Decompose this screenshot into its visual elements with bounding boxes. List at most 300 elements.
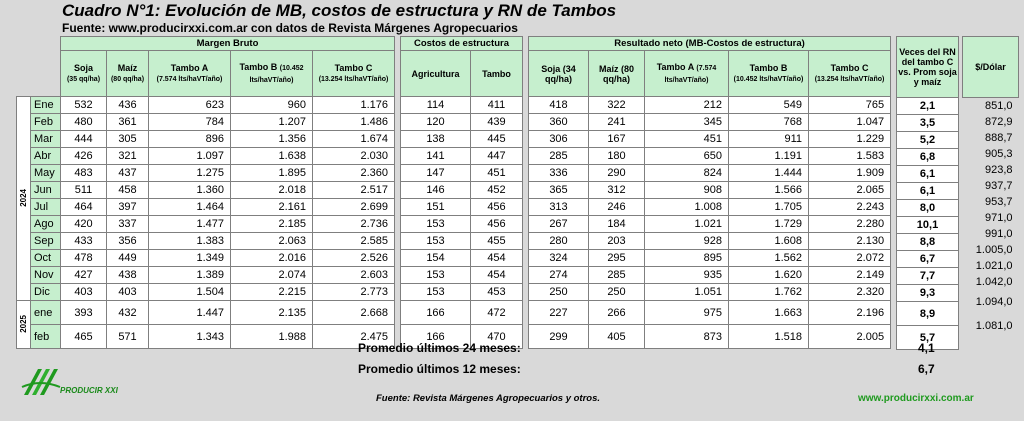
- dolar-cell: 923,8: [963, 162, 1019, 178]
- table-row: [401, 284, 523, 301]
- mb-cell: 1.097: [149, 148, 231, 165]
- dolar-cell: 1.021,0: [963, 258, 1019, 274]
- ce-cell: 153: [401, 267, 471, 284]
- avg-24-label: Promedio últimos 24 meses:: [358, 341, 521, 355]
- rn-cell: 345: [645, 114, 729, 131]
- table-row: [897, 183, 959, 200]
- table-row: [963, 114, 1019, 130]
- rn-cell: 1.705: [729, 199, 809, 216]
- mb-cell: 1.477: [149, 216, 231, 233]
- ce-cell: 120: [401, 114, 471, 131]
- mb-cell: 321: [107, 148, 149, 165]
- ce-cell: 454: [471, 250, 523, 267]
- mb-cell: 427: [61, 267, 107, 284]
- table-row: [963, 146, 1019, 162]
- table-row: [897, 302, 959, 326]
- ce-cell: 445: [471, 131, 523, 148]
- mb-cell: 437: [107, 165, 149, 182]
- year-2025-text: 2025: [19, 314, 28, 333]
- veces-cell: 9,3: [897, 285, 959, 302]
- mb-cell: 1.275: [149, 165, 231, 182]
- mb-cell: 2.526: [313, 250, 395, 267]
- table-row: [17, 325, 395, 349]
- col-rn-tambo-b: Tambo B (10.452 lts/haVT/año): [729, 51, 809, 97]
- mb-cell: 1.349: [149, 250, 231, 267]
- rn-cell: 266: [589, 301, 645, 325]
- veces-cell: 6,1: [897, 166, 959, 183]
- ce-cell: 454: [471, 267, 523, 284]
- col-mb-soja: Soja (35 qq/ha): [61, 51, 107, 97]
- table-row: [401, 131, 523, 148]
- col-rn-soja: Soja (34 qq/ha): [529, 51, 589, 97]
- ce-cell: 153: [401, 233, 471, 250]
- mb-cell: 2.668: [313, 301, 395, 325]
- rn-cell: 1.583: [809, 148, 891, 165]
- dolar-cell: 1.081,0: [963, 314, 1019, 338]
- rn-cell: 1.021: [645, 216, 729, 233]
- mb-cell: 2.161: [231, 199, 313, 216]
- table-row: [17, 182, 395, 199]
- costos-header: Costos de estructura: [401, 37, 523, 51]
- dolar-cell: 971,0: [963, 210, 1019, 226]
- table-row: [17, 216, 395, 233]
- ce-cell: 411: [471, 97, 523, 114]
- month-label: Ene: [31, 97, 61, 114]
- table-row: [17, 97, 395, 114]
- mb-cell: 1.356: [231, 131, 313, 148]
- rn-cell: 2.243: [809, 199, 891, 216]
- rn-cell: 336: [529, 165, 589, 182]
- mb-cell: 2.585: [313, 233, 395, 250]
- mb-cell: 480: [61, 114, 107, 131]
- mb-cell: 420: [61, 216, 107, 233]
- ce-cell: 452: [471, 182, 523, 199]
- rn-cell: 1.729: [729, 216, 809, 233]
- mb-cell: 2.016: [231, 250, 313, 267]
- dolar-cell: 991,0: [963, 226, 1019, 242]
- table-row: [963, 242, 1019, 258]
- table-row: [529, 301, 891, 325]
- col-mb-tambo-c: Tambo C (13.254 lts/haVT/año): [313, 51, 395, 97]
- table-row: [897, 149, 959, 166]
- table-row: [963, 274, 1019, 290]
- table-row: [401, 148, 523, 165]
- ce-cell: 472: [471, 301, 523, 325]
- table-row: [529, 97, 891, 114]
- rn-cell: 1.566: [729, 182, 809, 199]
- dolar-cell: 937,7: [963, 178, 1019, 194]
- ce-cell: 138: [401, 131, 471, 148]
- rn-cell: 246: [589, 199, 645, 216]
- ce-cell: 447: [471, 148, 523, 165]
- month-label: Oct: [31, 250, 61, 267]
- year-2024-text: 2024: [19, 188, 28, 207]
- month-label: Dic: [31, 284, 61, 301]
- dolar-cell: 1.094,0: [963, 290, 1019, 314]
- dolar-cell: 1.005,0: [963, 242, 1019, 258]
- rn-cell: 2.320: [809, 284, 891, 301]
- table-row: [897, 200, 959, 217]
- month-label: Sep: [31, 233, 61, 250]
- veces-table: [896, 36, 959, 350]
- mb-cell: 458: [107, 182, 149, 199]
- producir-xxi-logo: [20, 365, 62, 404]
- col-veces: Veces del RN del tambo C vs. Prom soja y maíz: [897, 37, 959, 98]
- month-label: Nov: [31, 267, 61, 284]
- rn-cell: 167: [589, 131, 645, 148]
- mb-cell: 337: [107, 216, 149, 233]
- rn-cell: 180: [589, 148, 645, 165]
- mb-cell: 2.018: [231, 182, 313, 199]
- mb-cell: 1.383: [149, 233, 231, 250]
- rn-cell: 1.663: [729, 301, 809, 325]
- table-row: [401, 97, 523, 114]
- rn-cell: 451: [645, 131, 729, 148]
- table-row: [529, 233, 891, 250]
- veces-cell: 5,2: [897, 132, 959, 149]
- rn-cell: 1.562: [729, 250, 809, 267]
- veces-cell: 2,1: [897, 98, 959, 115]
- mb-cell: 1.447: [149, 301, 231, 325]
- col-rn-tambo-a: Tambo A (7.574 lts/haVT/año): [645, 51, 729, 97]
- dolar-table: [962, 36, 1019, 338]
- dolar-cell: 953,7: [963, 194, 1019, 210]
- table-row: [963, 178, 1019, 194]
- table-row: [17, 250, 395, 267]
- veces-cell: 6,8: [897, 149, 959, 166]
- rn-cell: 768: [729, 114, 809, 131]
- mb-cell: 2.736: [313, 216, 395, 233]
- table-row: [17, 301, 395, 325]
- footer-source: Fuente: Revista Márgenes Agropecuarios y otros.: [376, 393, 601, 404]
- mb-cell: 305: [107, 131, 149, 148]
- rn-cell: 2.149: [809, 267, 891, 284]
- rn-cell: 2.280: [809, 216, 891, 233]
- col-rn-maiz: Maíz (80 qq/ha): [589, 51, 645, 97]
- mb-cell: 438: [107, 267, 149, 284]
- table-row: [897, 115, 959, 132]
- rn-cell: 1.051: [645, 284, 729, 301]
- month-label: Ago: [31, 216, 61, 233]
- rn-cell: 418: [529, 97, 589, 114]
- table-row: [401, 182, 523, 199]
- table-row: [17, 267, 395, 284]
- ce-cell: 166: [401, 325, 471, 349]
- table-row: [17, 199, 395, 216]
- month-label: Mar: [31, 131, 61, 148]
- rn-cell: 1.191: [729, 148, 809, 165]
- rn-cell: 280: [529, 233, 589, 250]
- dolar-cell: 888,7: [963, 130, 1019, 146]
- col-rn-tambo-c: Tambo C (13.254 lts/haVT/año): [809, 51, 891, 97]
- rn-cell: 911: [729, 131, 809, 148]
- month-label: Jul: [31, 199, 61, 216]
- veces-cell: 7,7: [897, 268, 959, 285]
- rn-cell: 935: [645, 267, 729, 284]
- table-row: [529, 284, 891, 301]
- veces-cell: 8,0: [897, 200, 959, 217]
- mb-cell: 1.360: [149, 182, 231, 199]
- veces-cell: 10,1: [897, 217, 959, 234]
- rn-cell: 549: [729, 97, 809, 114]
- mb-cell: 1.343: [149, 325, 231, 349]
- dolar-cell: 905,3: [963, 146, 1019, 162]
- col-mb-maiz: Maíz (80 qq/ha): [107, 51, 149, 97]
- veces-cell: 8,9: [897, 302, 959, 326]
- avg-veces: 4,1: [918, 341, 935, 355]
- table-row: [897, 251, 959, 268]
- costos-table: [400, 36, 523, 349]
- mb-cell: 2.603: [313, 267, 395, 284]
- table-row: [17, 114, 395, 131]
- ce-cell: 146: [401, 182, 471, 199]
- rn-cell: 312: [589, 182, 645, 199]
- table-row: [963, 210, 1019, 226]
- table-row: [401, 199, 523, 216]
- ce-cell: 114: [401, 97, 471, 114]
- mb-cell: 397: [107, 199, 149, 216]
- mb-cell: 2.215: [231, 284, 313, 301]
- table-row: [529, 325, 891, 349]
- rn-cell: 212: [645, 97, 729, 114]
- rn-cell: 873: [645, 325, 729, 349]
- producir-xxi-logo-icon: [20, 365, 62, 399]
- col-ce-tambo: Tambo: [471, 51, 523, 97]
- rn-cell: 1.444: [729, 165, 809, 182]
- rn-cell: 2.196: [809, 301, 891, 325]
- table-row: [401, 165, 523, 182]
- rn-cell: 227: [529, 301, 589, 325]
- mb-cell: 1.464: [149, 199, 231, 216]
- mb-cell: 2.185: [231, 216, 313, 233]
- table-row: [963, 290, 1019, 314]
- table-row: [17, 131, 395, 148]
- table-row: [17, 284, 395, 301]
- mb-cell: 436: [107, 97, 149, 114]
- mb-cell: 426: [61, 148, 107, 165]
- mb-cell: 465: [61, 325, 107, 349]
- mb-cell: 464: [61, 199, 107, 216]
- mb-cell: 483: [61, 165, 107, 182]
- mb-cell: 532: [61, 97, 107, 114]
- rn-cell: 1.008: [645, 199, 729, 216]
- mb-cell: 2.360: [313, 165, 395, 182]
- avg-12-label: Promedio últimos 12 meses:: [358, 362, 521, 376]
- rn-cell: 1.762: [729, 284, 809, 301]
- rn-cell: 928: [645, 233, 729, 250]
- table-row: [897, 98, 959, 115]
- col-dolar: $/Dólar: [963, 37, 1019, 98]
- mb-cell: 444: [61, 131, 107, 148]
- table-row: [529, 216, 891, 233]
- rn-cell: 203: [589, 233, 645, 250]
- rn-cell: 1.620: [729, 267, 809, 284]
- table-row: [963, 98, 1019, 115]
- footer-website-link[interactable]: www.producirxxi.com.ar: [858, 393, 974, 404]
- mb-cell: 2.135: [231, 301, 313, 325]
- page-subtitle: Fuente: www.producirxxi.com.ar con datos de Revista Márgenes Agropecuarios: [62, 21, 518, 35]
- veces-cell: 8,8: [897, 234, 959, 251]
- ce-cell: 451: [471, 165, 523, 182]
- rn-cell: 184: [589, 216, 645, 233]
- rn-cell: 405: [589, 325, 645, 349]
- mb-cell: 1.674: [313, 131, 395, 148]
- mb-cell: 356: [107, 233, 149, 250]
- ce-cell: 470: [471, 325, 523, 349]
- mb-cell: 1.895: [231, 165, 313, 182]
- table-row: [897, 166, 959, 183]
- table-row: [897, 217, 959, 234]
- mb-cell: 361: [107, 114, 149, 131]
- rn-cell: 765: [809, 97, 891, 114]
- rn-cell: 1.909: [809, 165, 891, 182]
- rn-cell: 1.518: [729, 325, 809, 349]
- logo-text: PRODUCIR XXI: [60, 386, 118, 395]
- mb-cell: 511: [61, 182, 107, 199]
- rn-cell: 824: [645, 165, 729, 182]
- mb-cell: 2.074: [231, 267, 313, 284]
- veces-cell: 3,5: [897, 115, 959, 132]
- ce-cell: 456: [471, 199, 523, 216]
- rn-cell: 306: [529, 131, 589, 148]
- mb-cell: 623: [149, 97, 231, 114]
- rn-cell: 313: [529, 199, 589, 216]
- margen-bruto-table: [16, 36, 395, 349]
- dolar-cell: 1.042,0: [963, 274, 1019, 290]
- dolar-cell: 872,9: [963, 114, 1019, 130]
- table-row: [897, 132, 959, 149]
- mb-cell: 1.988: [231, 325, 313, 349]
- ce-cell: 166: [401, 301, 471, 325]
- table-row: [963, 258, 1019, 274]
- mb-cell: 960: [231, 97, 313, 114]
- ce-cell: 153: [401, 284, 471, 301]
- month-label: Jun: [31, 182, 61, 199]
- ce-cell: 141: [401, 148, 471, 165]
- table-row: [17, 233, 395, 250]
- table-row: [529, 182, 891, 199]
- col-mb-tambo-a: Tambo A (7.574 lts/haVT/año): [149, 51, 231, 97]
- table-row: [401, 301, 523, 325]
- month-label: Feb: [31, 114, 61, 131]
- table-row: [529, 148, 891, 165]
- table-row: [529, 250, 891, 267]
- table-row: [963, 130, 1019, 146]
- rn-cell: 895: [645, 250, 729, 267]
- table-row: [963, 226, 1019, 242]
- table-row: [897, 268, 959, 285]
- table-row: [529, 131, 891, 148]
- table-row: [529, 114, 891, 131]
- rn-cell: 1.608: [729, 233, 809, 250]
- rn-cell: 2.072: [809, 250, 891, 267]
- mb-cell: 449: [107, 250, 149, 267]
- mb-cell: 571: [107, 325, 149, 349]
- col-ce-agricultura: Agricultura: [401, 51, 471, 97]
- mb-cell: 2.063: [231, 233, 313, 250]
- rn-cell: 1.047: [809, 114, 891, 131]
- rn-cell: 250: [529, 284, 589, 301]
- month-label: ene: [31, 301, 61, 325]
- rn-cell: 299: [529, 325, 589, 349]
- mb-cell: 2.030: [313, 148, 395, 165]
- mb-cell: 403: [61, 284, 107, 301]
- rn-cell: 2.130: [809, 233, 891, 250]
- veces-cell: 6,7: [897, 251, 959, 268]
- table-row: [963, 194, 1019, 210]
- margen-bruto-header: Margen Bruto: [61, 37, 395, 51]
- resultado-header: Resultado neto (MB-Costos de estructura): [529, 37, 891, 51]
- rn-cell: 324: [529, 250, 589, 267]
- ce-cell: 455: [471, 233, 523, 250]
- rn-cell: 250: [589, 284, 645, 301]
- table-row: [529, 267, 891, 284]
- rn-cell: 241: [589, 114, 645, 131]
- rn-cell: 295: [589, 250, 645, 267]
- mb-cell: 393: [61, 301, 107, 325]
- rn-cell: 2.065: [809, 182, 891, 199]
- year-label-2025: [17, 301, 31, 349]
- rn-cell: 274: [529, 267, 589, 284]
- table-row: [963, 314, 1019, 338]
- mb-cell: 2.699: [313, 199, 395, 216]
- veces-cell: 5,7: [897, 326, 959, 350]
- ce-cell: 153: [401, 216, 471, 233]
- avg-veces: 6,7: [918, 362, 935, 376]
- dolar-cell: 851,0: [963, 98, 1019, 115]
- table-row: [897, 234, 959, 251]
- ce-cell: 147: [401, 165, 471, 182]
- year-label-2024: [17, 97, 31, 301]
- mb-cell: 896: [149, 131, 231, 148]
- rn-cell: 360: [529, 114, 589, 131]
- mb-cell: 2.475: [313, 325, 395, 349]
- mb-cell: 2.517: [313, 182, 395, 199]
- table-row: [17, 165, 395, 182]
- table-row: [401, 114, 523, 131]
- ce-cell: 151: [401, 199, 471, 216]
- table-row: [401, 216, 523, 233]
- rn-cell: 650: [645, 148, 729, 165]
- rn-cell: 285: [589, 267, 645, 284]
- rn-cell: 1.229: [809, 131, 891, 148]
- mb-cell: 2.773: [313, 284, 395, 301]
- table-row: [401, 233, 523, 250]
- rn-cell: 322: [589, 97, 645, 114]
- mb-cell: 1.638: [231, 148, 313, 165]
- month-label: Abr: [31, 148, 61, 165]
- table-row: [529, 165, 891, 182]
- month-label: feb: [31, 325, 61, 349]
- veces-cell: 6,1: [897, 183, 959, 200]
- col-mb-tambo-b: Tambo B (10.452 lts/haVT/año): [231, 51, 313, 97]
- mb-cell: 1.504: [149, 284, 231, 301]
- rn-cell: 975: [645, 301, 729, 325]
- mb-cell: 478: [61, 250, 107, 267]
- mb-cell: 432: [107, 301, 149, 325]
- mb-cell: 403: [107, 284, 149, 301]
- rn-cell: 2.005: [809, 325, 891, 349]
- rn-cell: 267: [529, 216, 589, 233]
- table-row: [17, 148, 395, 165]
- mb-cell: 1.207: [231, 114, 313, 131]
- rn-cell: 365: [529, 182, 589, 199]
- ce-cell: 439: [471, 114, 523, 131]
- page-title: Cuadro N°1: Evolución de MB, costos de estructura y RN de Tambos: [62, 1, 617, 20]
- rn-cell: 290: [589, 165, 645, 182]
- month-label: May: [31, 165, 61, 182]
- ce-cell: 453: [471, 284, 523, 301]
